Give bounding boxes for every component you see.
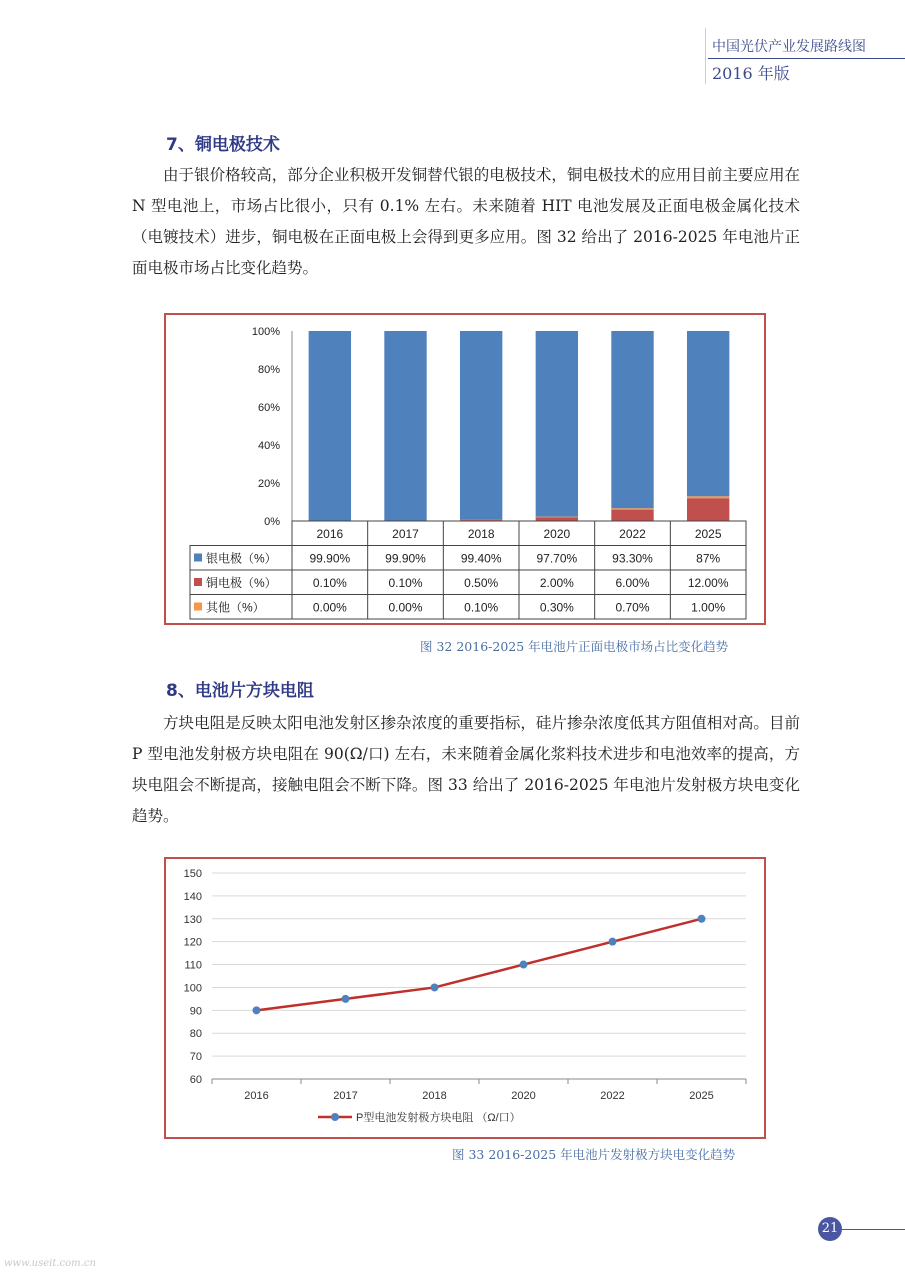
data-point [698,915,706,923]
y-tick-label: 140 [183,890,202,903]
figure-32-chart [164,313,766,625]
bar-segment [611,510,653,521]
figure-32-caption: 图 32 2016-2025 年电池片正面电极市场占比变化趋势 [420,639,729,654]
data-point [520,961,528,969]
x-tick-label: 2020 [511,1090,536,1102]
data-point [342,995,350,1003]
bar-segment [536,517,578,521]
y-tick-label: 90 [189,1005,202,1018]
data-label: 1.00% [691,600,726,615]
data-label: 6.00% [615,576,650,590]
y-tick-label: 110 [184,959,202,972]
bar-segment [687,331,729,496]
y-tick-label: 80% [257,364,280,376]
y-tick-label: 60% [257,402,280,414]
data-label: 87% [696,551,721,566]
data-point [609,938,617,946]
header-year: 2016 年版 [712,64,790,83]
header-title: 中国光伏产业发展路线图 [712,39,866,55]
x-tick-label: 2017 [333,1090,358,1102]
section-7-paragraph [132,160,800,284]
x-tick-label: 2022 [619,527,646,541]
data-label: 0.00% [388,600,423,615]
legend-label: P型电池发射极方块电阻 （Ω/口） [356,1112,521,1124]
data-label: 97.70% [536,551,578,566]
header-rule [708,58,905,59]
data-label: 0.70% [615,600,650,615]
watermark: www.useit.com.cn [4,1258,96,1269]
bar-segment [611,508,653,509]
header-divider [705,28,706,84]
bar-segment [309,331,351,521]
data-label: 2.00% [539,576,574,590]
section-7-text: 由于银价格较高，部分企业积极开发铜替代银的电极技术，铜电极技术的应用目前主要应用在 N 型电池上，市场占比很小，只有 0.1% 左右。未来随着 HIT 电池发展及正面电极金属化技术（电镀技术）进步，铜电极在正面电极上会得到更多应用。图 32 给出了 2016-2025 年电池片正面电极市场占比变化趋势。 [132,166,800,277]
legend-label: 银电极（%） [206,551,277,566]
data-label: 93.30% [612,551,653,566]
stacked-bar-chart [166,315,764,623]
data-label: 0.10% [464,600,499,615]
section-7-title: 7、铜电极技术 [166,135,280,155]
bar-segment [687,496,729,498]
legend-marker [331,1113,339,1121]
data-label: 99.90% [385,551,426,566]
y-tick-label: 0% [264,516,280,528]
legend-swatch [194,578,202,586]
data-label: 0.50% [464,576,499,590]
line-chart [166,859,764,1137]
section-8-text: 方块电阻是反映太阳电池发射区掺杂浓度的重要指标，硅片掺杂浓度低其方阻值相对高。目前 P 型电池发射极方块电阻在 90(Ω/口) 左右，未来随着金属化浆料技术进步和电池效率的提高，方块电阻会不断提高，接触电阻会不断下降。图 33 给出了 2016-2025 年电池片发射极方块电变化趋势。 [132,714,800,825]
y-tick-label: 130 [183,913,202,926]
data-label: 0.00% [312,600,347,615]
data-label: 0.10% [312,576,347,590]
bar-segment [687,498,729,521]
data-point [253,1006,261,1014]
data-label: 99.90% [309,551,351,566]
y-tick-label: 150 [183,868,202,880]
bar-segment [536,517,578,518]
x-tick-label: 2017 [392,527,419,541]
data-label: 99.40% [460,551,502,566]
y-tick-label: 70 [189,1051,202,1064]
bar-segment [611,331,653,508]
bar-segment [460,331,502,520]
legend-swatch [194,603,202,611]
data-label: 0.30% [539,600,574,615]
x-tick-label: 2025 [694,527,722,541]
data-label: 12.00% [687,576,729,590]
x-tick-label: 2018 [467,527,495,541]
x-tick-label: 2016 [316,527,344,541]
section-8-title: 8、电池片方块电阻 [166,681,314,701]
legend-label: 其他（%） [206,600,265,615]
section-8-paragraph [132,708,800,832]
x-tick-label: 2022 [600,1090,625,1102]
y-tick-label: 100 [183,982,202,995]
figure-33-caption: 图 33 2016-2025 年电池片发射极方块电变化趋势 [452,1147,736,1162]
y-tick-label: 120 [183,936,202,949]
y-tick-label: 40% [257,440,280,452]
x-tick-label: 2018 [422,1090,447,1102]
legend-swatch [194,554,202,562]
y-tick-label: 80 [189,1028,202,1041]
legend-label: 铜电极（%） [206,576,277,590]
y-tick-label: 60 [189,1074,202,1086]
x-tick-label: 2016 [244,1090,269,1102]
y-tick-label: 20% [257,478,280,490]
x-tick-label: 2025 [689,1090,714,1102]
data-point [431,983,439,991]
data-label: 0.10% [388,576,423,590]
x-tick-label: 2020 [543,527,571,541]
page-number: 21 [818,1217,842,1241]
bar-segment [384,331,426,521]
figure-33-chart [164,857,766,1139]
y-tick-label: 100% [251,326,280,338]
bar-segment [536,331,578,517]
page-number-rule [842,1229,905,1230]
